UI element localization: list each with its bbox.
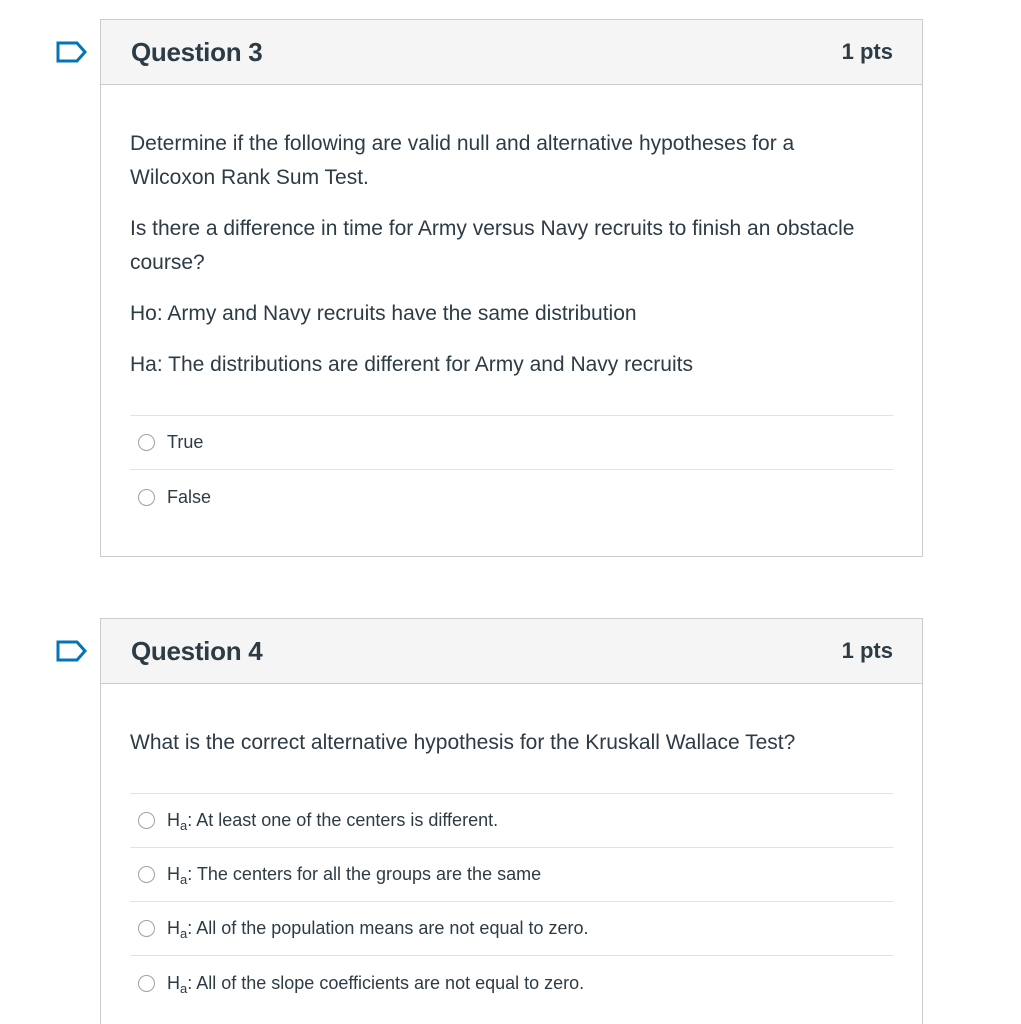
alternative-hypothesis-text: Ha: The distributions are different for Army and Navy recruits [130,353,693,376]
answer-prefix: H [167,918,180,938]
answer-label: True [167,432,204,452]
answer-option-4[interactable] [130,956,893,1010]
question-title: Question 3 [131,36,263,67]
radio-button[interactable] [138,434,155,451]
answer-prefix: H [167,810,180,830]
answer-list [130,793,893,1010]
answer-list [130,415,893,524]
answer-subscript: a [180,926,188,941]
question-3-body [101,127,922,524]
question-text: What is the correct alternative hypothesis for the Kruskall Wallace Test? [130,731,796,754]
answer-option-2[interactable] [130,848,893,902]
answer-label [167,918,589,939]
radio-button[interactable] [138,812,155,829]
question-3-card [100,19,923,557]
answer-prefix: H [167,972,180,993]
question-4-header [101,619,922,684]
answer-text: : At least one of the centers is different. [187,810,499,830]
answer-option-3[interactable] [130,902,893,956]
answer-prefix: H [167,864,180,884]
answer-label: False [167,486,212,507]
answer-text: : The centers for all the groups are the same [187,864,542,884]
radio-button[interactable] [138,975,155,992]
question-points: 1 pts [841,39,893,64]
question-4-body [101,726,922,1010]
answer-option-1[interactable] [130,794,893,848]
answer-text: : All of the slope coefficients are not equal to zero. [187,972,585,993]
question-text: Determine if the following are valid null and alternative hypotheses for a Wilcoxon Rank Sum Test. [130,132,795,189]
question-points: 1 pts [841,638,893,663]
answer-label [167,810,498,831]
radio-button[interactable] [138,489,155,506]
answer-label [167,864,541,885]
answer-option-true[interactable] [130,416,893,470]
answer-label [167,973,584,994]
answer-subscript: a [180,818,188,833]
radio-button[interactable] [138,866,155,883]
answer-subscript: a [180,980,188,996]
answer-text: : All of the population means are not equal to zero. [187,918,589,938]
null-hypothesis-text: Ho: Army and Navy recruits have the same distribution [130,302,637,325]
answer-subscript: a [180,872,188,887]
answer-option-false[interactable] [130,470,893,524]
question-3-header [101,20,922,85]
flag-question-3-icon[interactable] [56,41,88,63]
question-4-card [100,618,923,1024]
question-title: Question 4 [131,635,263,666]
radio-button[interactable] [138,920,155,937]
flag-question-4-icon[interactable] [56,640,88,662]
question-text: Is there a difference in time for Army versus Navy recruits to finish an obstacle course? [130,217,855,274]
